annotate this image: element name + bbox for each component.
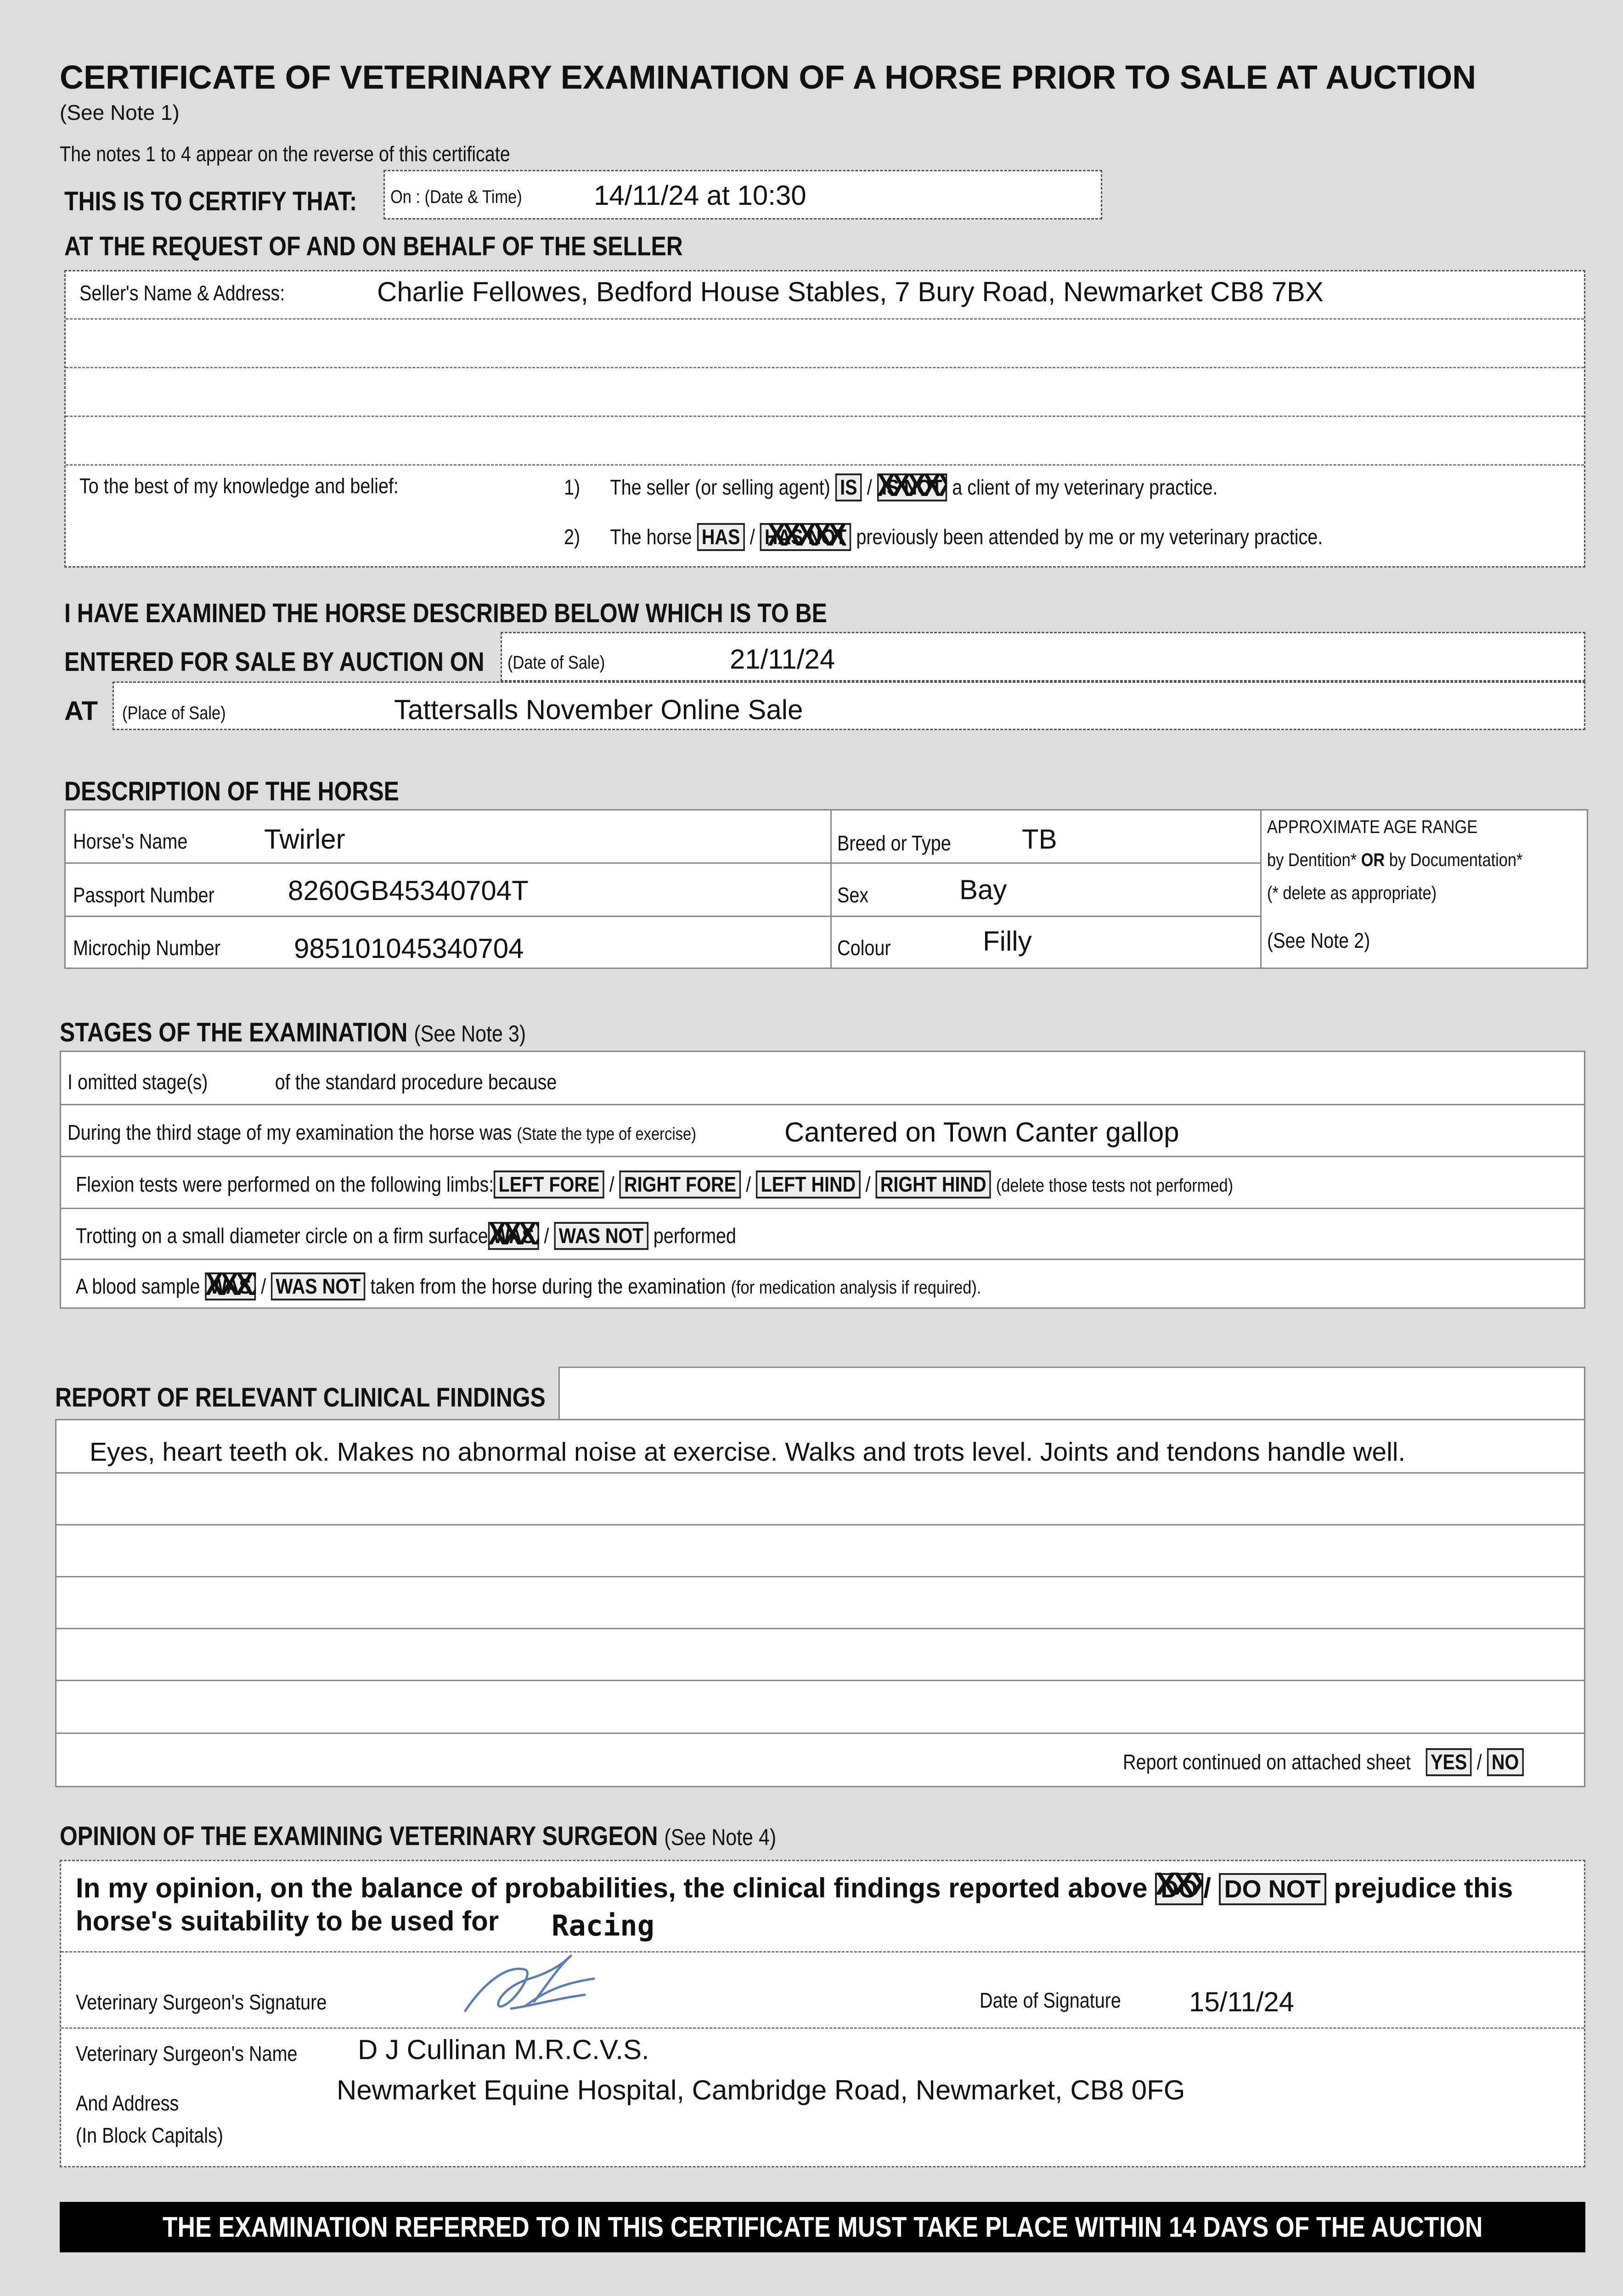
signature-image[interactable] <box>456 1951 608 2020</box>
sale-at-label: AT <box>64 696 98 726</box>
surgeon-address-value[interactable]: Newmarket Equine Hospital, Cambridge Road, Newmarket, CB8 0FG <box>337 2075 1185 2105</box>
sale-heading-1: I HAVE EXAMINED THE HORSE DESCRIBED BELOW WHICH IS TO BE <box>64 598 827 628</box>
microchip-label: Microchip Number <box>73 936 220 960</box>
flexion-right-hind[interactable]: RIGHT HIND <box>875 1171 991 1199</box>
strike-mark <box>205 1268 256 1305</box>
signature-date-value[interactable]: 15/11/24 <box>1189 1986 1295 2017</box>
colour-value[interactable]: Filly <box>983 926 1032 957</box>
stages-table <box>60 1051 1585 1309</box>
sale-date-value: 21/11/24 <box>730 644 835 675</box>
report-continued-line: Report continued on attached sheet YES / NO <box>1123 1748 1589 1776</box>
seller-name-value[interactable]: Charlie Fellowes, Bedford House Stables, 7 Bury Road, Newmarket CB8 7BX <box>377 276 1324 307</box>
opinion-heading: OPINION OF THE EXAMINING VETERINARY SURGEON (See Note 4) <box>60 1821 777 1851</box>
flexion-left-hind[interactable]: LEFT HIND <box>756 1171 860 1199</box>
certificate-title: CERTIFICATE OF VETERINARY EXAMINATION OF A HORSE PRIOR TO SALE AT AUCTION <box>60 59 1476 96</box>
signature-date-label: Date of Signature <box>980 1988 1121 2012</box>
strike-mark <box>1155 1868 1203 1910</box>
seller-heading: AT THE REQUEST OF AND ON BEHALF OF THE SELLER <box>64 231 683 261</box>
flexion-line: Flexion tests were performed on the following limbs: LEFT FORE / RIGHT FORE / LEFT HIND / RIGHT HIND (delete those tests not performed) <box>76 1171 1421 1199</box>
trotting-line: Trotting on a small diameter circle on a firm surface WAS XXXXX / WAS NOT performed <box>76 1222 844 1250</box>
strike-mark <box>877 469 947 506</box>
strike-mark <box>760 518 851 556</box>
certify-label: THIS IS TO CERTIFY THAT: <box>64 186 357 216</box>
microchip-value[interactable]: 985101045340704 <box>294 933 524 964</box>
sale-place-field[interactable] <box>113 681 1585 730</box>
exam-datetime-label: On : (Date & Time) <box>390 187 522 207</box>
surgeon-address-label: And Address <box>76 2091 179 2115</box>
opinion-do-not-option[interactable]: DO NOT <box>1219 1873 1326 1905</box>
passport-label: Passport Number <box>73 883 214 907</box>
intended-use-value[interactable]: Racing <box>552 1909 654 1942</box>
age-delete-note: (* delete as appropriate) <box>1267 883 1437 903</box>
sex-label: Sex <box>837 883 869 907</box>
horse-attended-line: 2) The horse HAS / HAS NOT XXXXX previously been attended by me or my veterinary practice. <box>564 523 1446 551</box>
blood-sample-line: A blood sample WAS XXXXX / WAS NOT taken from the horse during the examination (for medication analysis if required). <box>76 1272 1128 1300</box>
findings-header-box <box>558 1367 1585 1421</box>
horse-has-not-option[interactable]: HAS NOT <box>760 523 851 551</box>
seller-section <box>64 270 1585 568</box>
seller-is-option[interactable]: IS <box>835 473 862 501</box>
passport-value[interactable]: 8260GB45340704T <box>288 875 529 906</box>
exam-datetime-field[interactable] <box>383 170 1102 219</box>
horse-description-table <box>64 809 1588 969</box>
age-see-note: (See Note 2) <box>1267 929 1370 952</box>
surgeon-name-value[interactable]: D J Cullinan M.R.C.V.S. <box>358 2034 649 2065</box>
horse-name-label: Horse's Name <box>73 829 188 853</box>
age-heading: APPROXIMATE AGE RANGE <box>1267 817 1478 837</box>
surgeon-name-label: Veterinary Surgeon's Name <box>76 2042 298 2065</box>
sale-date-field[interactable] <box>501 632 1585 681</box>
age-method: by Dentition* OR by Documentation* <box>1267 850 1523 870</box>
sale-place-value: Tattersalls November Online Sale <box>394 694 803 725</box>
flexion-left-fore[interactable]: LEFT FORE <box>494 1171 604 1199</box>
findings-text[interactable]: Eyes, heart teeth ok. Makes no abnormal noise at exercise. Walks and trots level. Joints and tendons handle well. <box>90 1437 1406 1467</box>
breed-value[interactable]: TB <box>1022 824 1057 855</box>
third-stage-line: During the third stage of my examination the horse was (State the type of exercise) <box>68 1120 697 1144</box>
horse-heading: DESCRIPTION OF THE HORSE <box>64 777 399 806</box>
opinion-suitability-label: horse's suitability to be used for <box>76 1906 499 1936</box>
opinion-box <box>60 1860 1585 2167</box>
sale-heading-2: ENTERED FOR SALE BY AUCTION ON <box>64 647 485 677</box>
opinion-do-option[interactable]: DO <box>1155 1873 1203 1905</box>
colour-label: Colour <box>837 936 891 960</box>
trot-was-not-option[interactable]: WAS NOT <box>554 1222 648 1250</box>
blood-was-not-option[interactable]: WAS NOT <box>271 1272 365 1300</box>
signature-label: Veterinary Surgeon's Signature <box>76 1990 327 2014</box>
seller-client-line: 1) The seller (or selling agent) IS / IS NOT XXXXX a client of my veterinary practice. <box>564 473 1324 501</box>
title-note: (See Note 1) <box>60 101 180 124</box>
exam-datetime-value: 14/11/24 at 10:30 <box>594 180 806 211</box>
seller-name-label: Seller's Name & Address: <box>79 281 285 305</box>
sale-date-label: (Date of Sale) <box>507 653 605 673</box>
flexion-right-fore[interactable]: RIGHT FORE <box>620 1171 741 1199</box>
footer-banner: THE EXAMINATION REFERRED TO IN THIS CERTIFICATE MUST TAKE PLACE WITHIN 14 DAYS OF THE AUCTION <box>60 2202 1585 2252</box>
omitted-stages-line: I omitted stage(s) of the standard procedure because <box>68 1070 557 1094</box>
continued-yes-option[interactable]: YES <box>1426 1748 1472 1776</box>
findings-heading: REPORT OF RELEVANT CLINICAL FINDINGS <box>55 1383 546 1412</box>
opinion-statement: In my opinion, on the balance of probabilities, the clinical findings reported above DO XXXXX / DO NOT prejudice this <box>76 1872 1513 1905</box>
continued-no-option[interactable]: NO <box>1487 1748 1524 1776</box>
notes-line: The notes 1 to 4 appear on the reverse of this certificate <box>60 142 510 166</box>
horse-name-value[interactable]: Twirler <box>264 824 345 855</box>
horse-has-option[interactable]: HAS <box>697 523 745 551</box>
stages-heading: STAGES OF THE EXAMINATION (See Note 3) <box>60 1018 526 1047</box>
breed-label: Breed or Type <box>837 831 951 855</box>
belief-label: To the best of my knowledge and belief: <box>79 474 399 498</box>
sex-value[interactable]: Bay <box>959 874 1007 905</box>
seller-is-not-option[interactable]: IS NOT <box>877 473 947 501</box>
sale-place-label: (Place of Sale) <box>122 703 226 723</box>
findings-box <box>55 1419 1585 1787</box>
block-capitals-label: (In Block Capitals) <box>76 2123 223 2147</box>
strike-mark <box>488 1217 539 1255</box>
third-stage-value[interactable]: Cantered on Town Canter gallop <box>784 1117 1179 1148</box>
trot-was-option[interactable]: WAS <box>488 1222 539 1250</box>
blood-was-option[interactable]: WAS <box>205 1272 256 1300</box>
